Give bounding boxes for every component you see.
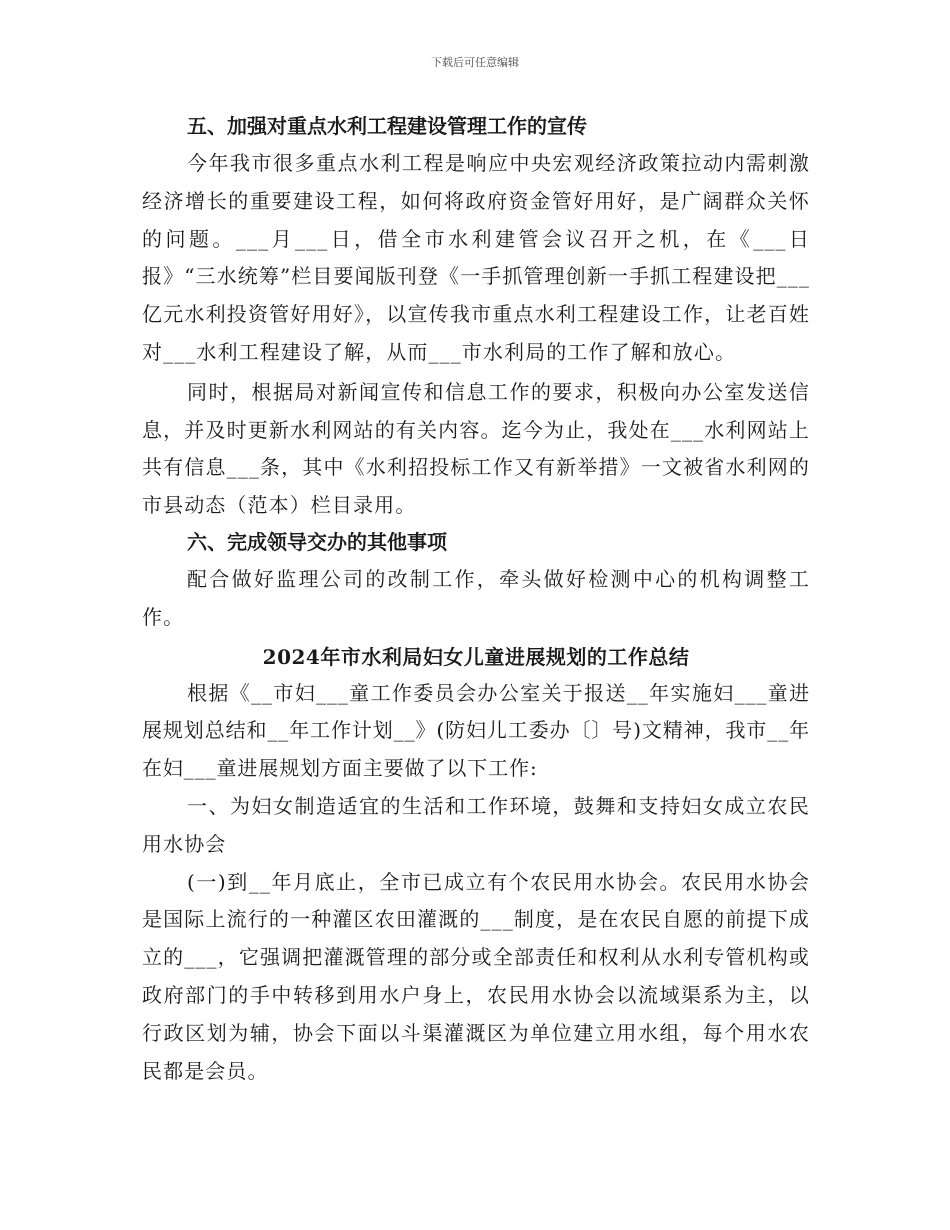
section5-paragraph-1: 今年我市很多重点水利工程是响应中央宏观经济政策拉动内需刺激经济增长的重要建设工程，如何将政府资金管好用好，是广阔群众关怀的问题。___月___日，借全市水利建管会议召开之机，在《___日报》“三水统筹”栏目要闻版刊登《一手抓管理创新一手抓工程建设把___亿元水利投资管好用好》，以宣传我市重点水利工程建设工作，让老百姓对___水利工程建设了解，从而___市水利局的工作了解和放心。	[142, 151, 810, 364]
report-item1-paragraph: (一)到__年月底止，全市已成立有个农民用水协会。农民用水协会是国际上流行的一种灌区农田灌溉的___制度，是在农民自愿的前提下成立的___，它强调把灌溉管理的部分或全部责任和权利从水利专管机构或政府部门的手中转移到用水户身上，农民用水协会以流域渠系为主，以行政区划为辅，协会下面以斗渠灌溉区为单位建立用水组，每个用水农民都是会员。	[142, 869, 810, 1083]
header-note: 下载后可任意编辑	[431, 56, 519, 69]
section5-heading: 五、加强对重点水利工程建设管理工作的宣传	[187, 114, 587, 138]
report-intro: 根据《__市妇___童工作委员会办公室关于报送__年实施妇___童进展规划总结和__年工作计划__》(防妇儿工委办〔〕号)文精神，我市__年在妇___童进展规划方面主要做了以下工作:	[142, 680, 811, 781]
section6-paragraph-1: 配合做好监理公司的改制工作，牵头做好检测中心的机构调整工作。	[142, 566, 810, 629]
report-item1-heading: 一、为妇女制造适宜的生活和工作环境，鼓舞和支持妇女成立农民用水协会	[142, 793, 810, 856]
report-title: 2024年市水利局妇女儿童进展规划的工作总结	[262, 644, 690, 669]
section5-paragraph-2: 同时，根据局对新闻宣传和信息工作的要求，积极向办公室发送信息，并及时更新水利网站的有关内容。迄今为止，我处在___水利网站上共有信息___条，其中《水利招投标工作又有新举措》一文被省水利网的市县动态（范本）栏目录用。	[142, 379, 810, 518]
document-body	[142, 109, 810, 1090]
section6-heading: 六、完成领导交办的其他事项	[187, 529, 447, 554]
